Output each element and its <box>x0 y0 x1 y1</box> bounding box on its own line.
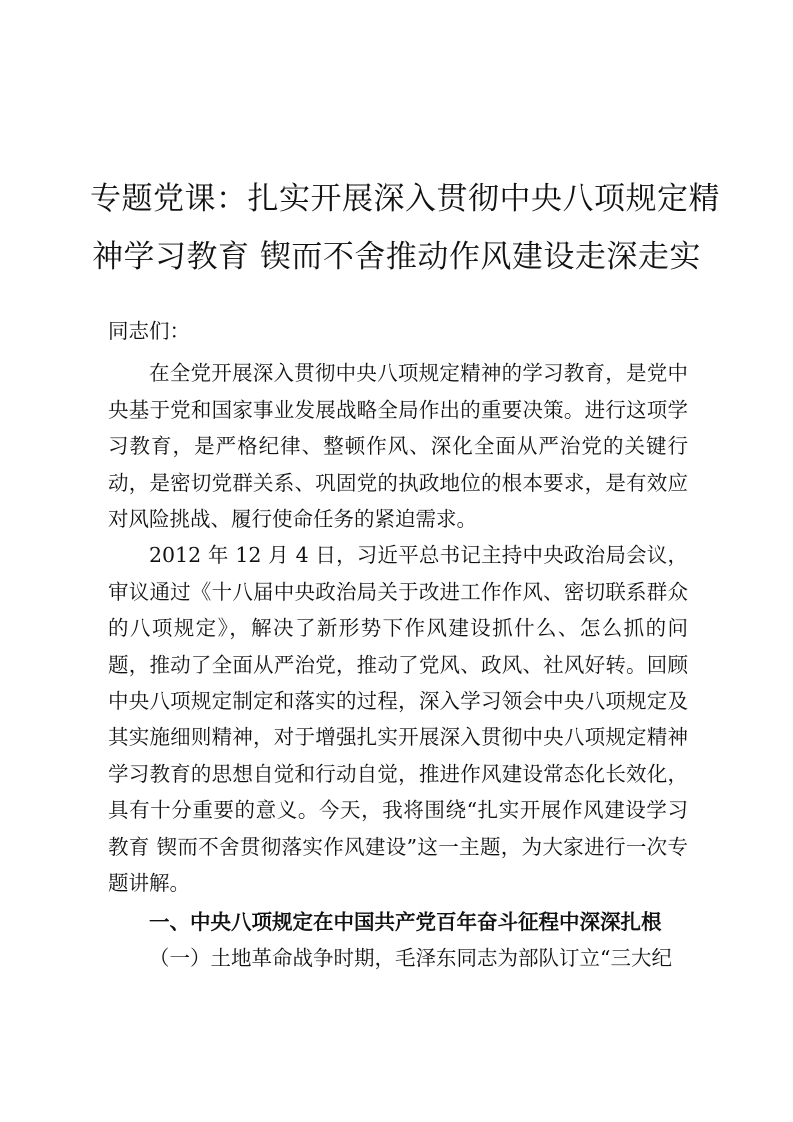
subsection-heading: （一）土地革命战争时期，毛泽东同志为部队订立“三大纪 <box>149 945 672 970</box>
section-heading: 一、中央八项规定在中国共产党百年奋斗征程中深深扎根 <box>149 909 662 934</box>
document-body <box>108 313 688 976</box>
paragraph-2: 2012 年 12 月 4 日，习近平总书记主持中央政治局会议，审议通过《十八届中央政治局关于改进工作作风、密切联系群众的八项规定》，解决了新形势下作风建设抓什么、怎么抓的问题，推动了全面从严治党，推动了党风、政风、社风好转。回顾中央八项规定制定和落实的过程，深入学习领会中央八项规定及其实施细则精神，对于增强扎实开展深入贯彻中央八项规定精神学习教育的思想自觉和行动自觉，推进作风建设常态化长效化，具有十分重要的意义。今天，我将围绕“扎实开展作风建设学习教育 锲而不舍贯彻落实作风建设”这一主题，为大家进行一次专题讲解。 <box>108 543 688 896</box>
paragraph-1: 在全党开展深入贯彻中央八项规定精神的学习教育，是党中央基于党和国家事业发展战略全局作出的重要决策。进行这项学习教育，是严格纪律、整顿作风、深化全面从严治党的关键行动，是密切党群关系、巩固党的执政地位的根本要求，是有效应对风险挑战、履行使命任务的紧迫需求。 <box>108 361 688 532</box>
title-line-1: 专题党课：扎实开展深入贯彻中央八项规定精 <box>90 181 720 217</box>
document-title <box>90 170 720 286</box>
salutation: 同志们： <box>108 319 190 343</box>
title-line-2: 神学习教育 锲而不舍推动作风建设走深走实 <box>92 239 701 275</box>
